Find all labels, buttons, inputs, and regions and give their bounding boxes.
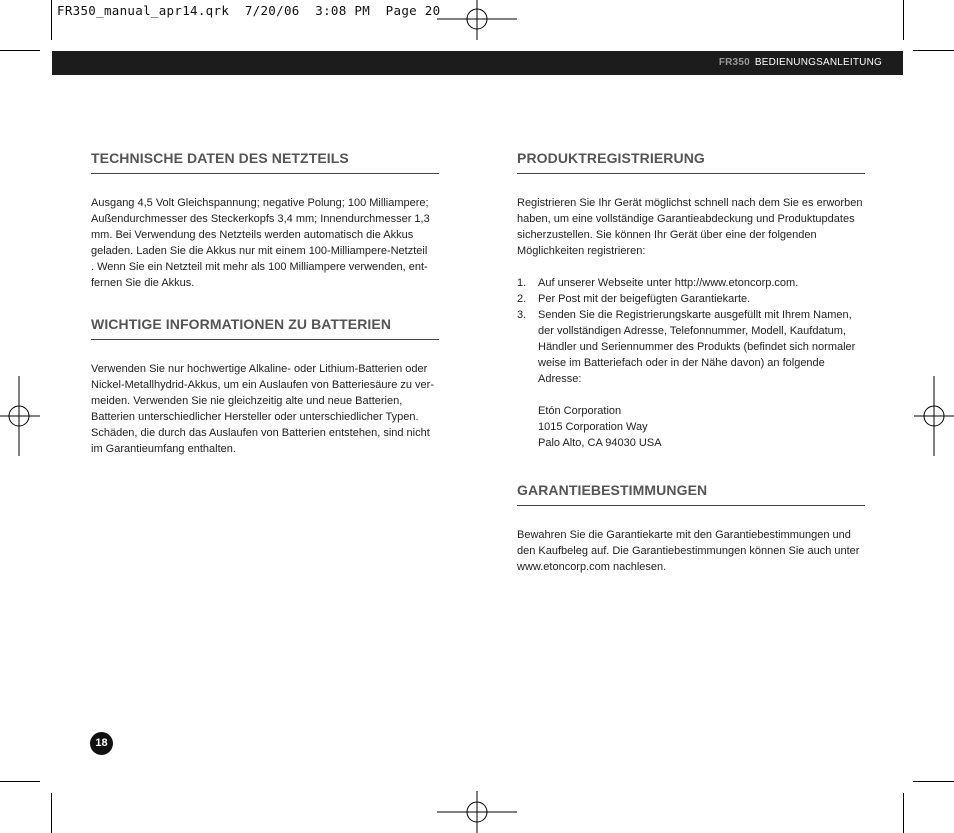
address-line: 1015 Corporation Way (538, 421, 648, 433)
section-batteries (91, 316, 439, 457)
text-line: Nickel-Metallhydrid-Akkus, um ein Auslaufen von Batteriesäure zu ver- (91, 379, 434, 391)
text-line: Adresse: (538, 373, 582, 385)
paragraph-power-adapter (91, 195, 439, 291)
text-line: Händler und Seriennummer des Produkts (befindet sich normaler (538, 341, 856, 353)
list-item (517, 275, 865, 291)
text-line: meiden. Verwenden Sie nie gleichzeitig alte und neue Batterien, (91, 395, 403, 407)
header-text (719, 57, 882, 68)
text-line: Registrieren Sie Ihr Gerät möglichst schnell nach dem Sie es erworben (517, 197, 863, 209)
text-line: geladen. Laden Sie die Akkus nur mit einem 100-Milliampere-Netzteil (91, 245, 428, 257)
printer-slug: FR350_manual_apr14.qrk 7/20/06 3:08 PM Page 20 (57, 3, 441, 18)
list-item-number: 1. (517, 277, 527, 289)
list-item-number: 2. (517, 293, 527, 305)
text-line: den Kaufbeleg auf. Die Garantiebestimmungen können Sie auch unter (517, 545, 860, 557)
text-line: mm. Bei Verwendung des Netzteils werden automatisch die Akkus (91, 229, 414, 241)
registration-mark-right-icon (914, 376, 954, 456)
text-line: Ausgang 4,5 Volt Gleichspannung; negative Polung; 100 Milliampere; (91, 197, 429, 209)
text-line: Möglichkeiten registrieren: (517, 245, 646, 257)
text-line: Per Post mit der beigefügten Garantiekarte. (538, 293, 751, 305)
text-line: haben, um eine vollständige Garantieabdeckung und Produktupdates (517, 213, 855, 225)
crop-mark-bottom-right-h (913, 781, 954, 782)
crop-mark-bottom-left-v (51, 793, 52, 833)
heading-warranty: GARANTIEBESTIMMUNGEN (517, 482, 865, 506)
section-warranty (517, 482, 865, 575)
heading-batteries: WICHTIGE INFORMATIONEN ZU BATTERIEN (91, 316, 439, 340)
crop-mark-top-left-h (0, 50, 40, 51)
text-line: www.etoncorp.com nachlesen. (517, 561, 667, 573)
section-power-adapter (91, 150, 439, 291)
address-line: Etón Corporation (538, 405, 622, 417)
text-line: im Garantieumfang enthalten. (91, 443, 236, 455)
text-line: Auf unserer Webseite unter http://www.etoncorp.com. (538, 277, 799, 289)
text-line: Senden Sie die Registrierungskarte ausgefüllt mit Ihrem Namen, (538, 309, 852, 321)
crop-mark-bottom-left-h (0, 781, 40, 782)
list-item (517, 291, 865, 307)
paragraph-warranty (517, 527, 865, 575)
registration-mark-left-icon (0, 376, 40, 456)
address-line: Palo Alto, CA 94030 USA (538, 437, 662, 449)
crop-mark-bottom-right-v (903, 793, 904, 833)
paragraph-registration (517, 195, 865, 259)
list-item-number: 3. (517, 309, 527, 321)
text-line: Batterien unterschiedlicher Hersteller oder unterschiedlicher Typen. (91, 411, 419, 423)
mailing-address (517, 403, 865, 451)
header-model: FR350 (718, 57, 750, 68)
registration-mark-bottom-icon (437, 791, 517, 833)
text-line: fernen Sie die Akkus. (91, 277, 195, 289)
list-item (517, 307, 865, 387)
heading-registration: PRODUKTREGISTRIERUNG (517, 150, 865, 174)
registration-mark-top-icon (437, 0, 517, 44)
registration-options-list (517, 275, 865, 387)
text-line: sicherzustellen. Sie können Ihr Gerät über eine der folgenden (517, 229, 817, 241)
page-number-badge: 18 (90, 732, 113, 755)
text-line: weise im Batteriefach oder in der Nähe davon) an folgende (538, 357, 825, 369)
header-title: BEDIENUNGSANLEITUNG (754, 57, 882, 68)
text-line: Verwenden Sie nur hochwertige Alkaline- oder Lithium-Batterien oder (91, 363, 428, 375)
header-bar (52, 51, 903, 75)
section-registration (517, 150, 865, 451)
crop-mark-top-left-v (51, 0, 52, 40)
crop-mark-top-right-h (913, 50, 954, 51)
text-line: Außendurchmesser des Steckerkopfs 3,4 mm; Innendurchmesser 1,3 (91, 213, 430, 225)
text-line: Bewahren Sie die Garantiekarte mit den Garantiebestimmungen und (517, 529, 851, 541)
paragraph-batteries (91, 361, 439, 457)
text-line: der vollständigen Adresse, Telefonnummer, Modell, Kaufdatum, (538, 325, 846, 337)
heading-power-adapter: TECHNISCHE DATEN DES NETZTEILS (91, 150, 439, 174)
crop-mark-top-right-v (903, 0, 904, 40)
text-line: . Wenn Sie ein Netzteil mit mehr als 100 Milliampere verwenden, ent- (91, 261, 428, 273)
text-line: Schäden, die durch das Auslaufen von Batterien entstehen, sind nicht (91, 427, 430, 439)
